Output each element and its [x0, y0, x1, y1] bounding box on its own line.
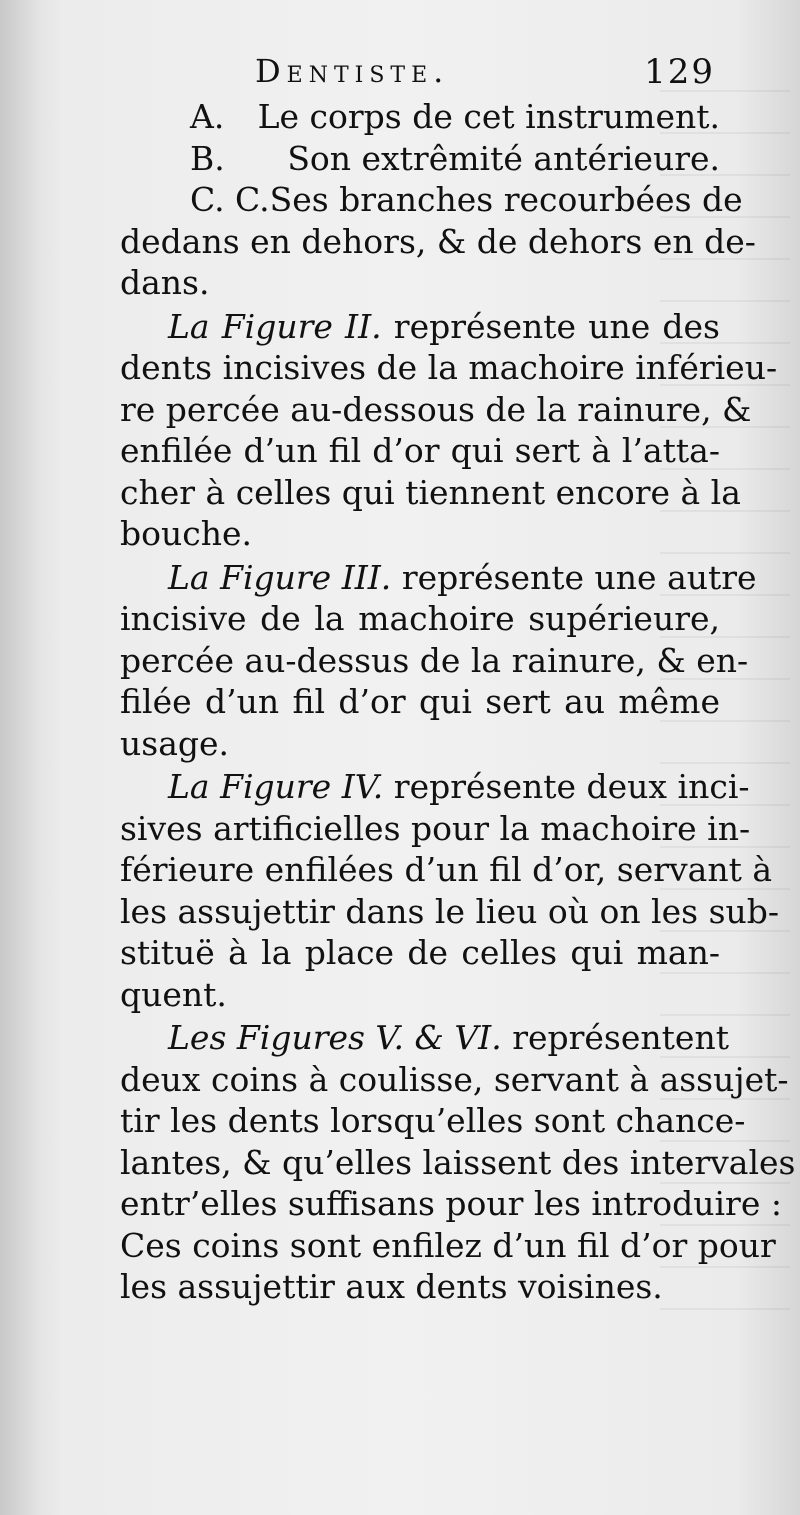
text-line: les assujettir dans le lieu où on les sub-: [120, 891, 780, 931]
text-line: quent.: [120, 974, 227, 1014]
legend-row: [120, 179, 743, 221]
text-line: les assujettir aux dents voisines.: [120, 1267, 663, 1306]
text-line: cher à celles qui tiennent encore à la: [120, 472, 741, 512]
legend-row: [120, 96, 720, 138]
figure-label: La Figure IV.: [168, 767, 384, 806]
text-line: férieure enfilées d’un fil d’or, servant à: [120, 850, 772, 889]
paragraph-figure-4: [120, 766, 780, 1015]
text-line: [120, 557, 757, 599]
text-line: [120, 766, 750, 808]
page-number: 129: [644, 52, 715, 92]
text-line: incisive de la machoire supérieure,: [120, 599, 720, 638]
figure-label: Les Figures V. & VI.: [168, 1018, 502, 1057]
text-line: re percée au-dessous de la rainure, &: [120, 389, 752, 429]
text-line: dans.: [120, 263, 210, 302]
text-fragment: représente une autre: [401, 557, 757, 597]
legend-text: Son extrêmité antérieure.: [287, 138, 720, 178]
running-title: Dentiste.: [255, 52, 450, 90]
text-line: stituë à la place de celles qui man-: [120, 933, 720, 972]
legend-key: C. C.: [190, 180, 270, 219]
paragraph-figure-2: [120, 306, 778, 555]
legend-row: [120, 138, 720, 180]
text-fragment: représente une des: [393, 306, 720, 346]
figure-label: La Figure III.: [168, 557, 392, 597]
text-line: tir les dents lorsqu’elles sont chance-: [120, 1101, 746, 1140]
text-line: bouche.: [120, 514, 252, 553]
legend-text: Ses branches recourbées de: [269, 180, 743, 219]
legend-key: A.: [190, 97, 225, 136]
text-line: percée au-dessus de la rainure, & en-: [120, 640, 749, 680]
legend-key: B.: [190, 138, 225, 178]
text-line: filée d’un fil d’or qui sert au même: [120, 682, 720, 721]
paragraph-figures-5-6: [120, 1017, 796, 1308]
figure-label: La Figure II.: [168, 306, 382, 346]
page-header: [255, 52, 715, 100]
text-line: [120, 306, 720, 348]
text-line: sives artificielles pour la machoire in-: [120, 808, 751, 848]
text-line: deux coins à coulisse, servant à assujet-: [120, 1059, 789, 1099]
text-line: [120, 1017, 729, 1059]
page-gutter-shadow: [0, 0, 40, 1515]
text-fragment: représente deux inci-: [393, 767, 750, 806]
text-line: enfilée d’un fil d’or qui sert à l’atta-: [120, 431, 720, 470]
text-line: dedans en dehors, & de dehors en de-: [120, 221, 756, 261]
text-fragment: représentent: [512, 1018, 729, 1057]
text-line: dents incisives de la machoire inférieu-: [120, 348, 778, 387]
text-line: entr’elles suffisans pour les introduire :: [120, 1184, 782, 1223]
page-body: [120, 96, 796, 1308]
paragraph-figure-3: [120, 557, 757, 765]
text-line: lantes, & qu’elles laissent des intervales: [120, 1142, 796, 1182]
legend-text: Le corps de cet instrument.: [257, 97, 720, 136]
text-line: Ces coins sont enfilez d’un fil d’or pour: [120, 1225, 776, 1265]
text-line: usage.: [120, 723, 230, 763]
